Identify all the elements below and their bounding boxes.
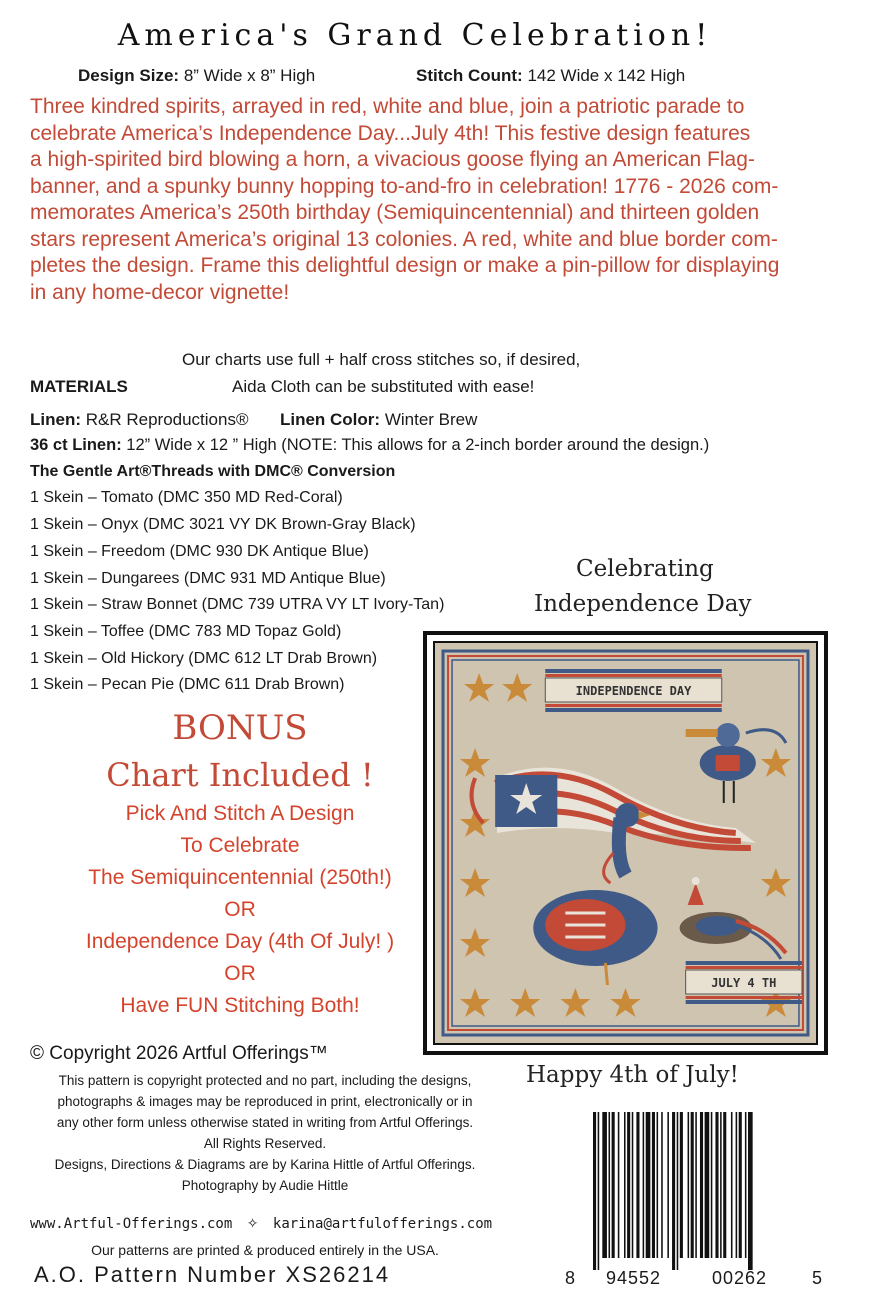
threads-heading: The Gentle Art®Threads with DMC® Conversion — [30, 463, 396, 480]
aida-note: Aida Cloth can be substituted with ease! — [232, 377, 535, 396]
thread-item: 1 Skein – Old Hickory (DMC 612 LT Drab Brown) — [30, 650, 378, 667]
barcode-bar — [657, 1112, 659, 1258]
thread-item: 1 Skein – Pecan Pie (DMC 611 Drab Brown) — [30, 676, 345, 693]
bonus-line: Pick And Stitch A Design — [125, 802, 355, 825]
made-in-usa: Our patterns are printed & produced entirely in the USA. — [91, 1242, 439, 1258]
barcode-bar — [661, 1112, 663, 1258]
barcode-bar — [688, 1112, 690, 1258]
barcode-bar — [736, 1112, 738, 1258]
legal-text — [30, 1070, 500, 1196]
barcode-bar — [618, 1112, 620, 1258]
description-line: Three kindred spirits, arrayed in red, white and blue, join a patriotic parade to — [30, 95, 745, 118]
barcode-bar — [632, 1112, 634, 1258]
materials-heading: MATERIALS — [30, 377, 128, 396]
stitched-design-photo — [423, 631, 828, 1055]
design-description — [30, 94, 805, 306]
barcode-bar — [739, 1112, 742, 1258]
bonus-heading: BONUS — [172, 708, 308, 748]
design-size: Design Size: 8” Wide x 8” High — [78, 66, 316, 85]
barcode-bar — [609, 1112, 611, 1258]
caption-happy-4th: Happy 4th of July! — [526, 1062, 739, 1088]
description-line: stars represent America’s original 13 colonies. A red, white and blue border com- — [30, 227, 778, 251]
barcode-bar — [677, 1112, 679, 1270]
barcode-bar — [723, 1112, 726, 1258]
legal-line: This pattern is copyright protected and no part, including the designs, — [58, 1073, 472, 1088]
description-line: in any home-decor vignette! — [30, 280, 290, 304]
linen-count-line: 36 ct Linen: 12” Wide x 12 ” High (NOTE: This allows for a 2-inch border around the design.) — [30, 436, 710, 454]
bonus-line: To Celebrate — [180, 834, 300, 857]
pattern-number: A.O. Pattern Number XS26214 — [34, 1262, 391, 1287]
barcode-bar — [624, 1112, 626, 1258]
barcode-bar — [715, 1112, 718, 1258]
barcode-bar — [646, 1112, 651, 1258]
barcode-bar — [652, 1112, 655, 1258]
bonus-line: Independence Day (4th Of July! ) — [85, 930, 395, 953]
bonus-line: OR — [224, 898, 256, 921]
email-link[interactable]: karina@artfulofferings.com — [272, 1216, 493, 1232]
barcode-digit-first: 8 — [565, 1268, 577, 1288]
thread-item: 1 Skein – Freedom (DMC 930 DK Antique Blue) — [30, 543, 369, 560]
copyright-heading: © Copyright 2026 Artful Offerings™ — [30, 1043, 328, 1064]
stitch-count: Stitch Count: 142 Wide x 142 High — [416, 66, 686, 85]
barcode-bar — [667, 1112, 669, 1258]
barcode-bar — [598, 1112, 600, 1270]
bonus-line: Have FUN Stitching Both! — [120, 994, 360, 1017]
barcode-bar — [695, 1112, 697, 1258]
description-line: memorates America’s 250th birthday (Semiquincentennial) and thirteen golden — [30, 201, 760, 224]
barcode-group-left: 94552 — [606, 1268, 662, 1288]
linen-line: Linen: R&R Reproductions® Linen Color: Winter Brew — [30, 410, 478, 429]
barcode-bar — [627, 1112, 630, 1258]
description-line: pletes the design. Frame this delightful design or make a pin-pillow for displaying — [30, 254, 780, 277]
barcode-bar — [711, 1112, 713, 1258]
barcode-bar — [705, 1112, 710, 1258]
contact-line — [30, 1216, 500, 1232]
website-link[interactable]: www.Artful-Offerings.com — [30, 1216, 233, 1232]
barcode-bar — [700, 1112, 703, 1258]
caption-independence-day: Independence Day — [534, 591, 752, 617]
bonus-line: The Semiquincentennial (250th!) — [88, 866, 392, 889]
barcode-bar — [691, 1112, 694, 1258]
barcode-bar — [593, 1112, 596, 1270]
barcode-bar — [748, 1112, 753, 1270]
thread-item: 1 Skein – Straw Bonnet (DMC 739 UTRA VY LT Ivory-Tan) — [30, 596, 445, 613]
barcode-bar — [636, 1112, 639, 1258]
legal-line: All Rights Reserved. — [203, 1136, 327, 1151]
thread-item: 1 Skein – Onyx (DMC 3021 VY DK Brown-Gray Black) — [30, 516, 416, 533]
page-title: America's Grand Celebration! — [117, 18, 713, 53]
barcode-bar — [680, 1112, 683, 1258]
legal-line: Photography by Audie Hittle — [181, 1178, 349, 1193]
banner-text-bottom: JULY 4 TH — [711, 976, 777, 990]
barcode-bar — [731, 1112, 733, 1258]
description-line: banner, and a spunky bunny hopping to-and-fro in celebration! 1776 - 2026 com- — [30, 174, 779, 198]
thread-item: 1 Skein – Tomato (DMC 350 MD Red-Coral) — [30, 489, 343, 506]
half-stitch-note: Our charts use full + half cross stitches so, if desired, — [182, 350, 581, 369]
description-line: a high-spirited bird blowing a horn, a vivacious goose flying an American Flag- — [30, 148, 755, 171]
legal-line: Designs, Directions & Diagrams are by Karina Hittle of Artful Offerings. — [54, 1157, 476, 1172]
barcode-group-right: 00262 — [712, 1268, 768, 1288]
thread-item: 1 Skein – Toffee (DMC 783 MD Topaz Gold) — [30, 623, 342, 640]
barcode — [585, 1112, 823, 1272]
legal-line: any other form unless otherwise stated in writing from Artful Offerings. — [56, 1115, 474, 1130]
description-line: celebrate America’s Independence Day...July 4th! This festive design features — [30, 121, 751, 145]
bonus-line: OR — [224, 962, 256, 985]
barcode-bar — [612, 1112, 615, 1258]
barcode-bar — [672, 1112, 675, 1270]
barcode-bar — [720, 1112, 722, 1258]
banner-text-top: INDEPENDENCE DAY — [575, 684, 692, 698]
barcode-bar — [643, 1112, 645, 1258]
legal-line: photographs & images may be reproduced in print, electronically or in — [57, 1094, 473, 1109]
stitched-design-art — [435, 643, 816, 1043]
barcode-bar — [745, 1112, 747, 1258]
bonus-subheading: Chart Included ! — [106, 756, 374, 794]
caption-celebrating: Celebrating — [576, 556, 714, 582]
diamond-icon: ✧ — [246, 1216, 259, 1232]
thread-item: 1 Skein – Dungarees (DMC 931 MD Antique Blue) — [30, 570, 386, 587]
barcode-bar — [602, 1112, 607, 1258]
barcode-digit-last: 5 — [812, 1268, 824, 1288]
